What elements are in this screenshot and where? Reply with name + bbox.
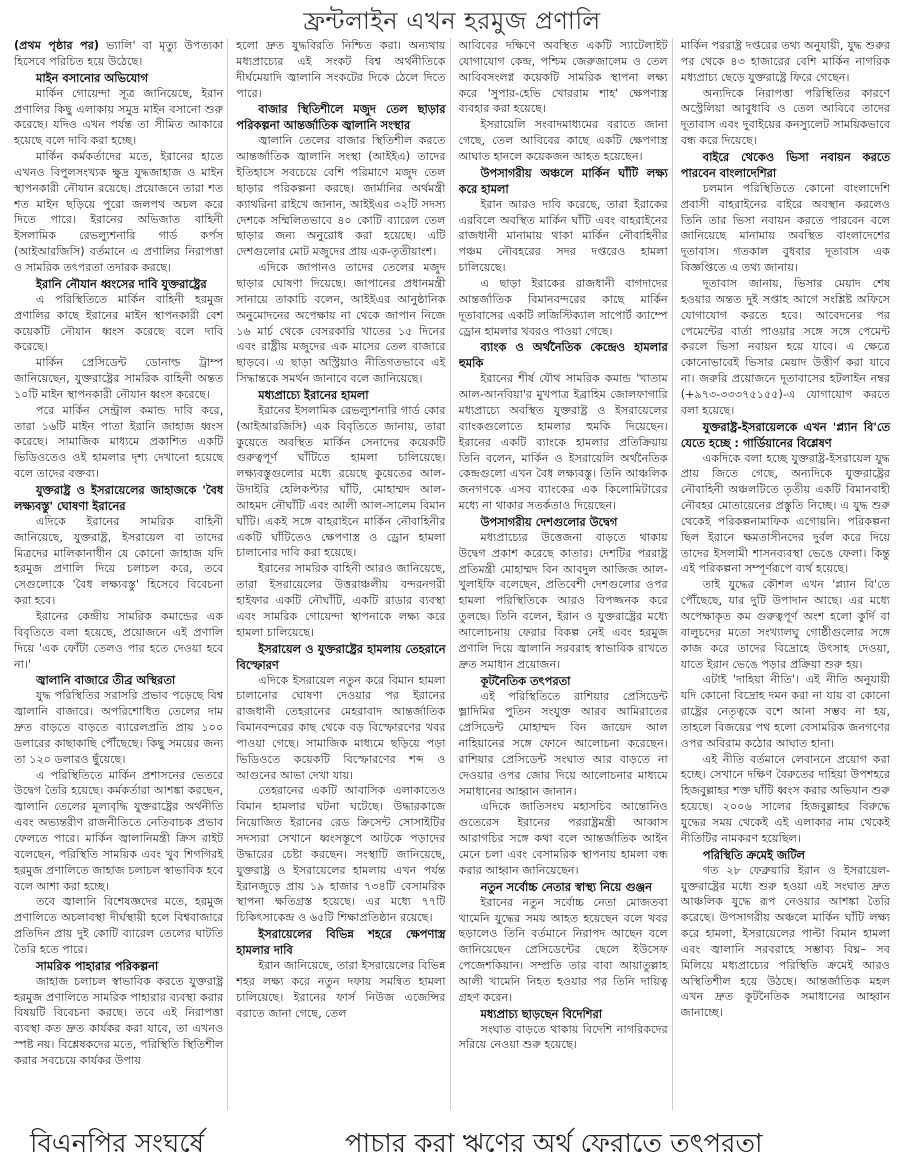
subheading: জ্বালানি বাজারে তীব্র অস্থিরতা <box>36 673 176 688</box>
subheading: উপসাগরীয় অঞ্চলে মার্কিন ঘাঁটি লক্ষ্য করে হামলা <box>458 165 668 196</box>
paragraph: এদিকে ইরানের সামরিক বাহিনী জানিয়েছে, যুক্তরাষ্ট্র, ইসরায়েল বা তাদের মিত্রদের মালিকানাধীন যে কোনো জাহাজ যদি হরমুজ প্রণালি দিয়ে চলাচল করে, তবে সেগুলোকে 'বৈধ লক্ষ্যবস্তু' হিসেবে বিবেচনা করা হবে। <box>14 514 224 608</box>
continuation-marker: (প্রথম পৃষ্ঠার পর) <box>14 39 99 52</box>
paragraph: এদিকে জাপানও তাদের তেলের মজুদ ছাড়ার ঘোষণা দিয়েছে। জাপানের প্রধানমন্ত্রী সানায়ে তাকাচি বলেন, আইইএর আনুষ্ঠানিক অনুমোদনের অপেক্ষায় না থেকে জাপান নিজে ১৬ মার্চ থেকে বেসরকারি খাতের ১৫ দিনের এবং রাষ্ট্রীয় মজুদের এক মাসের তেল বাজারে ছাড়বে। এ ছাড়া অস্ট্রিয়াও নীতিগতভাবে এই সিদ্ধান্তকে সমর্থন জানাবে বলে জানিয়েছে। <box>236 261 446 386</box>
teaser-headline-left: বিএনপির সংঘর্ষে <box>30 1129 205 1152</box>
paragraph: ইরানের ইসলামিক রেভল্যুশনারি গার্ড কোর (আইআরজিসি) এক বিবৃতিতে জানায়, তারা কুয়েতে অবস্থিত মার্কিন সেনাদের কয়েকটি গুরুত্বপূর্ণ ঘাঁটিতে হামলা চালিয়েছে। লক্ষ্যবস্তুগুলোর মধ্যে রয়েছে কুয়েতের আল-উদাইরি হেলিকপ্টার ঘাঁটি, মোহাম্মদ আল-আহমদ নৌঘাঁটি এবং আলী আল-সালেম বিমান ঘাঁটি। একই সঙ্গে বাহরাইনে মার্কিন নৌবাহিনীর একটি ঘাঁটিতেও ক্ষেপণাস্ত্র ও ড্রোন হামলা চালানোর দাবি করা হয়েছে। <box>236 403 446 560</box>
paragraph: আবিবের দক্ষিণে অবস্থিত একটি স্যাটেলাইট যোগাযোগ কেন্দ্র, পশ্চিম জেরুজালেম ও তেল আবিবসংলগ্ন কয়েকটি সামরিক স্থাপনা লক্ষ্য করে 'সুপার-হেভি খোররাম শাহ' ক্ষেপণাস্ত্র ব্যবহার করা হয়েছে। <box>458 39 668 116</box>
column-3 <box>459 38 673 1110</box>
paragraph: ইরানের কেন্দ্রীয় সামরিক কমান্ডের এক বিবৃতিতে বলা হয়েছে, প্রয়োজনে এই প্রণালি দিয়ে 'এক ফোঁটা তেলও পার হতে দেওয়া হবে না।' <box>14 610 224 671</box>
subheading: কূটনৈতিক তৎপরতা <box>480 673 571 688</box>
article-columns <box>14 38 894 1110</box>
page-title: ফ্রন্টলাইন এখন হরমুজ প্রণালি <box>303 7 601 35</box>
subheading: বাজার স্থিতিশীলে মজুদ তেল ছাড়ার পরিকল্পনা আন্তর্জাতিক জ্বালানি সংস্থার <box>236 102 446 133</box>
subheading: মাইন বসানোর অভিযোগ <box>36 70 148 85</box>
paragraph: জ্বালানি তেলের বাজার স্থিতিশীল করতে আন্তর্জাতিক জ্বালানি সংস্থা (আইইএ) তাদের ইতিহাসে সবচেয়ে বেশি পরিমাণে মজুদ তেল ছাড়ার পরিকল্পনা করছে। জার্মানির অর্থমন্ত্রী ক্যাথরিনা রাইখে জানান, আইইএর ৩২টি সদস্য দেশকে সম্মিলিতভাবে ৪০ কোটি ব্যারেল তেল ছাড়ার জন্য অনুরোধ করা হয়েছে। এটি দেশগুলোর মোট মজুদের প্রায় এক-তৃতীয়াংশ। <box>236 134 446 259</box>
paragraph: এটাই 'দাহিয়া নীতি'। এই নীতি অনুযায়ী যদি কোনো বিদ্রোহ দমন করা না যায় বা কোনো রাষ্ট্রের নেতৃত্বকে বশে আনা সম্ভব না হয়, তাহলে বিজয়ের পথ হলো বেসামরিক জনগণের ওপর অবিরাম কঠোর আঘাত হানা। <box>680 673 890 750</box>
paragraph: যুদ্ধ পরিস্থিতির সরাসরি প্রভাব পড়েছে বিশ্ব জ্বালানি বাজারে। অপরিশোধিত তেলের দাম দ্রুত বাড়তে বাড়তে ব্যারেলপ্রতি প্রায় ১০০ ডলারের কাছাকাছি পৌঁছেছে। কিছু সময়ের জন্য তা ১২০ ডলারও ছুঁয়েছে। <box>14 689 224 766</box>
paragraph: তাই যুদ্ধের কৌশল এখন 'প্ল্যান বি'তে পৌঁছেছে, যার দুটি উপাদান আছে। এর মধ্যে অপেক্ষাকৃত কম গুরুত্বপূর্ণ অংশ হলো কুর্দি বা বালুচদের মতো সংখ্যালঘু গোষ্ঠীগুলোর সঙ্গে কাজ করে তাদের বিদ্রোহে উৎসাহ দেওয়া, যাতে ইরান ভেঙে পড়ার প্রক্রিয়া শুরু হয়। <box>680 578 890 671</box>
paragraph: এ ছাড়া ইরাকের রাজধানী বাগদাদের আন্তর্জাতিক বিমানবন্দরের কাছে মার্কিন দূতাবাসের একটি লজিস্টিক্যাল সাপোর্ট ক্যাম্পে ড্রোন হামলার খবরও পাওয়া গেছে। <box>458 276 668 338</box>
subheading: মধ্যপ্রাচ্যে ইরানের হামলা <box>258 387 369 402</box>
paragraph: এই পরিস্থিতিতে রাশিয়ার প্রেসিডেন্ট ভ্লাদিমির পুতিন সংযুক্ত আরব আমিরাতের প্রেসিডেন্ট মোহাম্মদ বিন জায়েদ আল নাহিয়ানের সঙ্গে ফোনে আলোচনা করেছেন। রাশিয়ার প্রেসিডেন্ট সংঘাত আর বাড়তে না দেওয়ার ওপর জোর দিয়ে আলোচনার মাধ্যমে সমাধানের আহ্বান জানান। <box>458 689 668 798</box>
subheading: মধ্যপ্রাচ্য ছাড়ছেন বিদেশিরা <box>480 1006 603 1021</box>
paragraph: ইরানের নতুন সর্বোচ্চ নেতা মোজতবা খামেনি যুদ্ধের সময় আহত হয়েছেন বলে খবর ছড়ালেও তিনি বর্তমানে নিরাপদ আছেন বলে জানিয়েছেন প্রেসিডেন্টের ছেলে ইউসেফ পেজেশকিয়ান। সম্প্রতি তার বাবা আয়াতুল্লাহ আলী খামেনি নিহত হওয়ার পর তিনি দায়িত্ব গ্রহণ করেন। <box>458 895 668 1004</box>
paragraph: জাহাজ চলাচল স্বাভাবিক করতে যুক্তরাষ্ট্র হরমুজ প্রণালিতে সামরিক পাহারার ব্যবস্থা করার বিষয়টি বিবেচনা করছে। তবে এই নিরাপত্তা ব্যবস্থা কত দ্রুত কার্যকর করা যাবে, তা এখনও স্পষ্ট নয়। বিশ্লেষকদের মতে, পরিস্থিতি স্থিতিশীল করার সবচেয়ে কার্যকর উপায় <box>14 974 224 1067</box>
paragraph: অন্যদিকে নিরাপত্তা পরিস্থিতির কারণে অস্ট্রেলিয়া আবুধাবি ও তেল আবিবে তাদের দূতাবাস এবং দুবাইয়ের কনস্যুলেট সাময়িকভাবে বন্ধ করে দিয়েছে। <box>680 86 890 148</box>
paragraph: ইরানের শীর্ষ যৌথ সামরিক কমান্ড 'খাতাম আল-আনবিয়া'র মুখপাত্র ইব্রাহিম জোলফাগারি মধ্যপ্রাচ্যে অবস্থিত যুক্তরাষ্ট্র ও ইসরায়েলের ব্যাংকগুলোতে হামলার হুমকি দিয়েছেন। ইরানের একটি ব্যাংকে হামলার প্রতিক্রিয়ায় তিনি বলেন, মার্কিন ও ইসরায়েলি অর্থনৈতিক কেন্দ্রগুলো এখন বৈধ লক্ষ্যবস্তু। তিনি আঞ্চলিক জনগণকে এসব ব্যাংকের এক কিলোমিটারের মধ্যে না থাকার সতর্কতাও দিয়েছেন। <box>458 372 668 513</box>
paragraph: মার্কিন গোয়েন্দা সূত্র জানিয়েছে, ইরান প্রণালির কিছু এলাকায় সমুদ্র মাইন বসানো শুরু করেছে। যদিও এখন পর্যন্ত তা সীমিত আকারে হয়েছে বলে দাবি করা হচ্ছে। <box>14 86 224 148</box>
subheading: উপসাগরীয় দেশগুলোর উদ্বেগ <box>480 514 618 529</box>
paragraph: সংঘাত বাড়তে থাকায় বিদেশি নাগরিকদের সরিয়ে নেওয়া শুরু হয়েছে। <box>458 1022 668 1052</box>
paragraph: এদিকে জাতিসংঘ মহাসচিব আন্তোনিও গুতেরেস ইরানের পররাষ্ট্রমন্ত্রী আব্বাস আরাগচির সঙ্গে কথা বলে আন্তর্জাতিক আইন মেনে চলা এবং বেসামরিক স্থাপনায় হামলা বন্ধ করার আহ্বান জানিয়েছেন। <box>458 800 668 877</box>
paragraph: মধ্যপ্রাচ্যের উত্তেজনা বাড়তে থাকায় উদ্বেগ প্রকাশ করেছে কাতার। দেশটির পররাষ্ট্র প্রতিমন্ত্রী মোহাম্মদ বিন আবদুল আজিজ আল-খুলাইফি বলেছেন, প্রতিবেশী দেশগুলোর ওপর হামলা পরিস্থিতিকে আরও বিপজ্জনক করে তুলছে। তিনি বলেন, ইরান ও যুক্তরাষ্ট্রের মধ্যে আলোচনায় ফেরার বিকল্প নেই এবং হরমুজ প্রণালি দিয়ে জ্বালানি সরবরাহ স্বাভাবিক রাখতে দ্রুত সমাধান প্রয়োজন। <box>458 530 668 671</box>
next-story-teasers <box>0 1124 904 1152</box>
subheading: ইরানি নৌযান ধ্বংসের দাবি যুক্তরাষ্ট্রের <box>36 276 207 291</box>
paragraph-text: ভ্যালি' বা মৃত্যু উপত্যকা হিসেবে পরিচিত হয়ে উঠেছে। <box>14 39 224 68</box>
paragraph: ইসরায়েলি সংবাদমাধ্যমের বরাতে জানা গেছে, তেল আবিবের কাছে একটি ক্ষেপণাস্ত্র আঘাত হানলে কয়েকজন আহত হয়েছেন। <box>458 118 668 163</box>
paragraph: পরে মার্কিন সেন্ট্রাল কমান্ড দাবি করে, তারা ১৬টি মাইন পাতা ইরানি জাহাজ ধ্বংস করেছে। সামাজিক মাধ্যমে প্রকাশিত একটি ভিডিওতেও ওই হামলার দৃশ্য দেখানো হয়েছে বলে তাদের বক্তব্য। <box>14 403 224 481</box>
paragraph: তবে জ্বালানি বিশেষজ্ঞদের মতে, হরমুজ প্রণালিতে অচলাবস্থা দীর্ঘস্থায়ী হলে বিশ্ববাজারে প্রতিদিন প্রায় দুই কোটি ব্যারেল তেলের ঘাটতি তৈরি হতে পারে। <box>14 895 224 956</box>
subheading: ইসরায়েলের বিভিন্ন শহরে ক্ষেপণাস্ত্র হামলার দাবি <box>236 927 446 958</box>
column-2 <box>236 38 450 1110</box>
paragraph: এ পরিস্থিতিতে মার্কিন প্রশাসনের ভেতরে উদ্বেগ তৈরি হয়েছে। কর্মকর্তারা আশঙ্কা করছেন, জ্বালানি তেলের মূল্যবৃদ্ধি যুক্তরাষ্ট্রের অর্থনীতি এবং অভ্যন্তরীণ রাজনীতিতে নেতিবাচক প্রভাব ফেলতে পারে। মার্কিন জ্বালানিমন্ত্রী ক্রিস রাইট বলেছেন, পরিস্থিতি সাময়িক এবং খুব শিগগিরই হরমুজ প্রণালিতে জাহাজ চলাচল স্বাভাবিক হবে বলে আশা করা হচ্ছে। <box>14 768 224 893</box>
subheading: বাইরে থেকেও ভিসা নবায়ন করতে পারবেন বাংলাদেশিরা <box>680 149 890 180</box>
subheading: সামরিক পাহারার পরিকল্পনা <box>36 958 159 973</box>
paragraph: একদিকে বলা হচ্ছে যুক্তরাষ্ট্র-ইসরায়েল যুদ্ধ প্রায় জিতে গেছে, অন্যদিকে যুক্তরাষ্ট্রের নৌবাহিনী অঞ্চলটিতে তৃতীয় একটি বিমানবাহী নৌবহর মোতায়েনের প্রস্তুতি নিচ্ছে। এ যুদ্ধ শুরু থেকেই পরিকল্পনামাফিক এগোয়নি। পরিকল্পনা ছিল ইরানে ক্ষমতাসীনদের দুর্বল করে দিয়ে তাদের ইসলামী শাসনব্যবস্থা ভেঙে ফেলা। কিন্তু এই পরিকল্পনা সম্পূর্ণরূপে ব্যর্থ হয়েছে। <box>680 451 890 576</box>
paragraph: এ পরিস্থিতিতে মার্কিন বাহিনী হরমুজ প্রণালির কাছে ইরানের মাইন স্থাপনকারী বেশ কয়েকটি নৌযান ধ্বংস করেছে বলে দাবি করেছে। <box>14 292 224 354</box>
paragraph: এই নীতি বর্তমানে লেবাননে প্রয়োগ করা হচ্ছে। সেখানে দক্ষিণ বৈরুতের দাহিয়া উপশহরে হিজবুল্লাহর শক্ত ঘাঁটি ধ্বংস করার অভিযান শুরু হয়েছে। ২০০৬ সালের হিজবুল্লাহর বিরুদ্ধে যুদ্ধের সময় থেকেই এই এলাকার নাম থেকেই নীতিটির নামকরণ হয়েছিল। <box>680 752 890 845</box>
paragraph: ইরানের সামরিক বাহিনী আরও জানিয়েছে, তারা ইসরায়েলের উত্তরাঞ্চলীয় বন্দরনগরী হাইফার একটি নৌঘাঁটি, একটি রাডার ব্যবস্থা এবং সামরিক গোয়েন্দা স্থাপনাকে লক্ষ্য করে হামলা চালিয়েছে। <box>236 562 446 639</box>
paragraph: মার্কিন পররাষ্ট্র দপ্তরের তথ্য অনুযায়ী, যুদ্ধ শুরুর পর থেকে ৪৩ হাজারের বেশি মার্কিন নাগরিক মধ্যপ্রাচ্য ছেড়ে যুক্তরাষ্ট্রে ফিরে গেছেন। <box>680 39 890 84</box>
subheading: পরিস্থিতি ক্রমেই জটিল <box>702 847 806 862</box>
teaser-headline-right: পাচার করা ঋণের অর্থ ফেরাতে তৎপরতা <box>345 1129 763 1152</box>
paragraph: ইরান আরও দাবি করেছে, তারা ইরাকের এরবিলে অবস্থিত মার্কিন ঘাঁটি এবং বাহরাইনের রাজধানী মানামায় থাকা মার্কিন নৌবাহিনীর পঞ্চম নৌবহরের সদর দপ্তরেও হামলা চালিয়েছে। <box>458 197 668 275</box>
subheading: যুক্তরাষ্ট্র-ইসরায়েলকে এখন 'প্ল্যান বি'তে যেতে হচ্ছে : গার্ডিয়ানের বিশ্লেষণ <box>680 419 890 450</box>
column-4 <box>681 38 894 1110</box>
paragraph: গত ২৮ ফেব্রুয়ারি ইরান ও ইসরায়েল-যুক্তরাষ্ট্রের মধ্যে শুরু হওয়া এই সংঘাত দ্রুত আঞ্চলিক যুদ্ধে রূপ নেওয়ার আশঙ্কা তৈরি করেছে। উপসাগরীয় অঞ্চলে মার্কিন ঘাঁটি লক্ষ্য করে হামলা, ইসরায়েলের পাল্টা বিমান হামলা এবং জ্বালানি সরবরাহে সম্ভাব্য বিঘ্ন– সব মিলিয়ে মধ্যপ্রাচ্যের পরিস্থিতি ক্রমেই আরও অস্থিতিশীল হয়ে উঠছে। আন্তর্জাতিক মহল এখন দ্রুত কূটনৈতিক সমাধানের আহ্বান জানাচ্ছে। <box>680 863 890 1020</box>
paragraph: হলো দ্রুত যুদ্ধবিরতি নিশ্চিত করা। অন্যথায় মধ্যপ্রাচ্যের এই সংকট বিশ্ব অর্থনীতিকে দীর্ঘমেয়াদি জ্বালানি সংকটের দিকে ঠেলে দিতে পারে। <box>236 39 446 100</box>
paragraph: চলমান পরিস্থিতিতে কোনো বাংলাদেশি প্রবাসী বাহরাইনের বাইরে অবস্থান করলেও তিনি তার ভিসা নবায়ন করতে পারবেন বলে জানিয়েছে মানামায় অবস্থিত বাংলাদেশের দূতাবাস। গতকাল বুধবার দূতাবাস এক বিজ্ঞপ্তিতে এ তথ্য জানায়। <box>680 181 890 275</box>
paragraph: মার্কিন কর্মকর্তাদের মতে, ইরানের হাতে এখনও বিপুলসংখ্যক ক্ষুদ্র যুদ্ধজাহাজ ও মাইন স্থাপনকারী নৌযান রয়েছে। প্রয়োজনে তারা শত শত মাইন ছড়িয়ে পুরো জলপথ অচল করে দিতে পারে। ইরানের অভিজাত বাহিনী ইসলামিক রেভল্যুশনারি গার্ড কর্পস (আইআরজিসি) বর্তমানে এ প্রণালির নিরাপত্তা ও সামরিক তৎপরতা তদারক করছে। <box>14 150 224 274</box>
subheading: ইসরায়েল ও যুক্তরাষ্ট্রের হামলায় তেহরানে বিস্ফোরণ <box>236 641 446 672</box>
column-1 <box>14 38 228 1110</box>
paragraph: মার্কিন প্রেসিডেন্ট ডোনাল্ড ট্রাম্প জানিয়েছেন, যুক্তরাষ্ট্রের সামরিক বাহিনী অন্তত ১০টি মাইন স্থাপনকারী নৌযান ধ্বংস করেছে। <box>14 356 224 401</box>
paragraph: তেহরানের একটি আবাসিক এলাকাতেও বিমান হামলার ঘটনা ঘটেছে। উদ্ধারকাজে নিয়োজিত ইরানের রেড ক্রিসেন্ট সোসাইটির সদস্যরা সেখানে ধ্বংসস্তূপে আটকে পড়াদের উদ্ধারের চেষ্টা করছেন। সংস্থাটি জানিয়েছে, যুক্তরাষ্ট্র ও ইসরায়েলের হামলায় এখন পর্যন্ত ইরানজুড়ে প্রায় ১৯ হাজার ৭৩৪টি বেসামরিক স্থাপনা ক্ষতিগ্রস্ত হয়েছে। এর মধ্যে ৭৭টি চিকিৎসাকেন্দ্র ও ৬৫টি শিক্ষাপ্রতিষ্ঠান রয়েছে। <box>236 784 446 925</box>
subheading: নতুন সর্বোচ্চ নেতার স্বাস্থ্য নিয়ে গুঞ্জন <box>480 879 652 894</box>
paragraph: এদিকে ইসরায়েল নতুন করে বিমান হামলা চালানোর ঘোষণা দেওয়ার পর ইরানের রাজধানী তেহরানের মেহরাবাদ আন্তর্জাতিক বিমানবন্দরের কাছ থেকে বড় বিস্ফোরণের খবর পাওয়া গেছে। সামাজিক মাধ্যমে ছড়িয়ে পড়া ভিডিওতে কয়েকটি বিস্ফোরণের শব্দ ও আগুনের আভা দেখা যায়। <box>236 673 446 782</box>
paragraph <box>14 38 223 70</box>
paragraph: দূতাবাস জানায়, ভিসার মেয়াদ শেষ হওয়ার অন্তত দুই সপ্তাহ আগে সংশ্লিষ্ট অফিসে যোগাযোগ করতে হবে। আবেদনের পর পেমেন্টের বার্তা পাওয়ার সঙ্গে সঙ্গে পেমেন্ট করলে ভিসা নবায়ন হয়ে যাবে। এ ক্ষেত্রে কোনোভাবেই ভিসার মেয়াদ উত্তীর্ণ করা যাবে না। জরুরি প্রয়োজনে দূতাবাসের হটলাইন নম্বর (+৯৭৩-৩৩৩৭৫১৫৫)-এ যোগাযোগ করতে বলা হয়েছে। <box>680 276 890 417</box>
subheading: যুক্তরাষ্ট্র ও ইসরায়েলের জাহাজকে 'বৈধ লক্ষ্যবস্তু' ঘোষণা ইরানের <box>14 482 224 513</box>
subheading: ব্যাংক ও অর্থনৈতিক কেন্দ্রেও হামলার হুমকি <box>458 340 668 371</box>
paragraph: ইরান জানিয়েছে, তারা ইসরায়েলের বিভিন্ন শহর লক্ষ্য করে নতুন দফায় সমন্বিত হামলা চালিয়েছে। ইরানের ফার্স নিউজ এজেন্সির বরাতে জানা গেছে, তেল <box>236 959 446 1020</box>
